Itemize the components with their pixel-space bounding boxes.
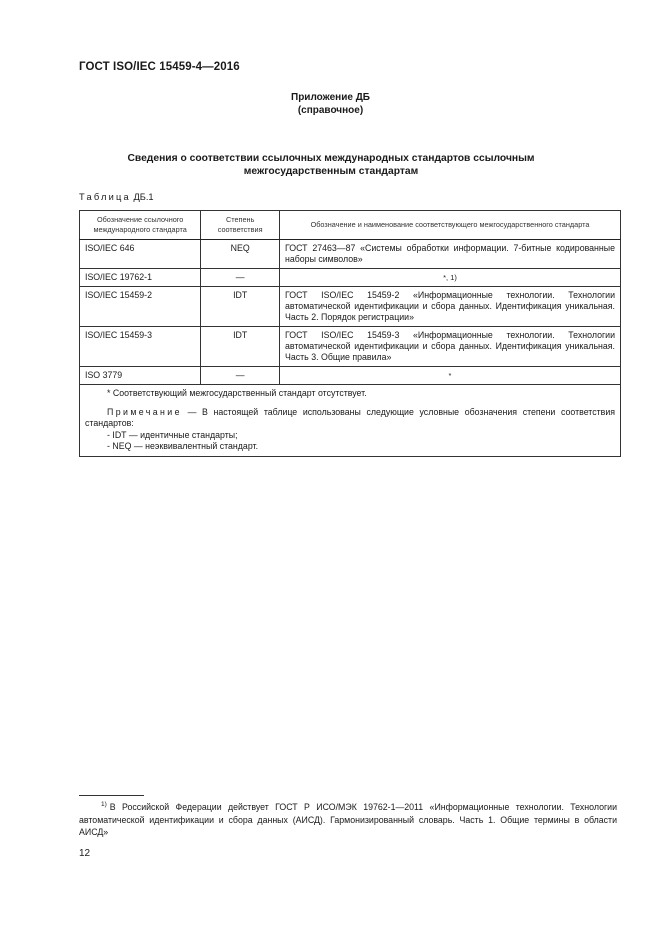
table-caption xyxy=(79,192,154,202)
note-item-neq: - NEQ — неэквивалентный стандарт. xyxy=(107,441,259,451)
page-footnote xyxy=(79,801,617,839)
table-row xyxy=(80,287,621,327)
footnote-number: 1) xyxy=(101,801,107,809)
correspondence-table xyxy=(79,210,621,457)
table-notes xyxy=(80,385,621,457)
cell-national: *, 1) xyxy=(280,269,621,287)
note-item-idt: - IDT — идентичные стандарты; xyxy=(107,429,238,440)
section-title xyxy=(90,152,572,178)
table-row xyxy=(80,367,621,385)
cell-intl: ISO 3779 xyxy=(80,367,201,385)
column-header-national: Обозначение и наименование соответствующего межгосударственного стандарта xyxy=(280,211,621,240)
cell-national: ГОСТ ISO/IEC 15459-2 «Информационные технологии. Технологии автоматической идентификации и сбора данных. Идентификация уникальная. Часть 2. Порядок регистрации» xyxy=(280,287,621,327)
table-footnote-star: * Соответствующий межгосударственный стандарт отсутствует. xyxy=(107,388,367,398)
cell-degree: — xyxy=(201,367,280,385)
note-text: — В настоящей таблице использованы следующие условные обозначения степени соответствия стандартов: xyxy=(85,406,615,428)
cell-intl: ISO/IEC 15459-3 xyxy=(80,327,201,367)
note-label: Примечание xyxy=(107,406,182,417)
column-header-degree: Степень соответствия xyxy=(201,211,280,240)
cell-degree: IDT xyxy=(201,287,280,327)
cell-degree: IDT xyxy=(201,327,280,367)
cell-national: ГОСТ ISO/IEC 15459-3 «Информационные технологии. Технологии автоматической идентификации и сбора данных. Идентификация уникальная. Часть 3. Общие правила» xyxy=(280,327,621,367)
table-note xyxy=(85,407,615,430)
table-caption-id: ДБ.1 xyxy=(133,192,154,202)
appendix-title: Приложение ДБ xyxy=(291,92,370,103)
cell-degree: — xyxy=(201,269,280,287)
document-id: ГОСТ ISO/IEC 15459-4—2016 xyxy=(79,61,240,73)
section-title-line2: межгосударственным стандартам xyxy=(243,166,419,177)
table-row xyxy=(80,240,621,269)
section-title-line1: Сведения о соответствии ссылочных международных стандартов ссылочным xyxy=(127,153,535,164)
appendix-heading xyxy=(0,92,661,117)
footnote-divider xyxy=(79,795,144,796)
table-row xyxy=(80,269,621,287)
table-caption-word: Таблица xyxy=(79,192,131,202)
cell-degree: NEQ xyxy=(201,240,280,269)
table-row xyxy=(80,327,621,367)
page-number: 12 xyxy=(79,848,91,859)
column-header-intl: Обозначение ссылочного международного стандарта xyxy=(80,211,201,240)
table-header-row xyxy=(80,211,621,240)
table-notes-row xyxy=(80,385,621,457)
cell-intl: ISO/IEC 15459-2 xyxy=(80,287,201,327)
appendix-subtitle: (справочное) xyxy=(297,104,364,116)
cell-intl: ISO/IEC 19762-1 xyxy=(80,269,201,287)
cell-national: * xyxy=(280,367,621,385)
cell-intl: ISO/IEC 646 xyxy=(80,240,201,269)
footnote-text: В Российской Федерации действует ГОСТ Р ИСО/МЭК 19762-1—2011 «Информационные технологии. Технологии автоматической идентификации и сбора данных (АИСД). Гармонизированный словарь. Часть 1. Общие термины в области АИСД» xyxy=(79,802,617,837)
cell-national: ГОСТ 27463—87 «Системы обработки информации. 7-битные кодированные наборы символов» xyxy=(280,240,621,269)
